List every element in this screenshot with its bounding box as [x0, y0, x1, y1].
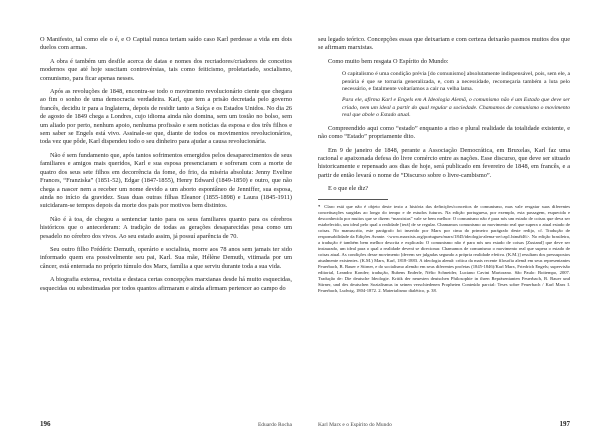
quote-paragraph: O capitalismo é uma condição prévia [do comunismo] absolutamente indispensável, pois, sem ele, a penúria é que se tornaria generalizada, e, com a necessidade, recomeçaria também a luta pelo necessário, e fatalmente voltaríamos a cair na velha lama. [342, 71, 570, 93]
left-page-body [40, 36, 292, 293]
paragraph: E o que ele diz? [328, 185, 369, 193]
footnote [318, 204, 570, 294]
quote-paragraph: Para ele, afirma Karl e Engels em A Ideologia Alemã, o comunismo não é um Estado que deve ser criado, nem um ideal a partir do qual regular a sociedade. Chamamos de comunismo o movimento real que abole o Estado atual. [342, 97, 570, 119]
running-head: Karl Marx e o Espírito do Mundo [318, 422, 392, 428]
footnote-mark: * [318, 203, 321, 209]
page-number: 197 [559, 420, 570, 428]
footnote-text: Claro está que não é objeto deste texto a história das definições/conceitos de comunismo, mas vale resgatar suas diferentes conceituações surgidas ao longo do tempo e de estudos futuros. Na edição portuguesa, por exemplo, esta passagem, esquecida e desconhecida por muitos que se dizem “marxistas” vale se bem melhor: O comunismo não é para nós um estado de coisas que deva ser estabelecido, um ideal pelo qual a realidade [terá] de se regular. Chamamos comunismo ao movimento real que supera o atual estado de coisas. No manuscrito, este parágrafo foi inserido por Marx por cima do primeiro parágrafo deste redijo, cf. Tradução de responsabilidade da Edições Avante. <www.marxists.org/portugues/marx/1845/ideologia-alema-oe/cap1.htm#i46>. No edição brasileira, a tradução é também bem melhor descrita e explicada: O comunismo não é para nós um estado de coisas [Zustand] que deve ser instaurado, um ideal para o qual a realidade deverá se direcionar. Chamamos de comunismo o movimento real que supera o estado de coisas atual. As condições desse movimento [devem ser julgadas segundo a própria realidade efetiva. (K.M.)] resultam dos pressupostos atualmente existentes. (K.M.) Marx, Karl, 1818-1883. A ideologia alemã: crítica da mais recente filosofia alemã em seus representantes Feuerbach, B. Bauer e Stirner, e do socialismo alemão em seus diferentes profetas (1845-1846)/Karl Marx, Friedrich Engels; supervisão editorial, Leandro Konder; tradução, Rubens Enderle, Nélio Schneider, Luciano Cavini Martorano. São Paulo: Boitempo, 2007. Tradução de: Die deutsche Ideologie. Kritik der neuesten deutschen Philosophie in ihren Repräsentanten Feuerbach, B. Bauer und Stirner, und des deutschen Sozialismus in seinen verschiedenen Propheten Conteúdo parcial: Teses sobre Feuerbach / Karl Marx I. Feuerbach, Ludwig, 1804-1872. 2. Materialismo dialético, p. 38. [318, 203, 570, 293]
paragraph: Em 9 de janeiro de 1848, perante a Associação Democrática, em Bruxelas, Karl faz uma racional e apaixonada defesa do livre comércio entre as nações. Esse discurso, que deve ser situado historicamente e repensado aos dias de hoje, será publicado em fevereiro de 1848, em francês, e a partir de então levará o nome de “Discurso sobre o livre-cambismo”. [318, 146, 570, 179]
paragraph: Como muito bem resgata O Espírito do Mundo: [328, 57, 449, 65]
left-folio [40, 420, 292, 428]
right-page [318, 36, 570, 426]
paragraph: A biografia extensa, revisita e destaca certas concepções marxianas desde há muito esquecidas, esquecidas ou subestimadas por todos quantos afirmaram e ainda afirmam pertencer ao campo do [40, 276, 292, 292]
paragraph: O Manifesto, tal como ele o é, e O Capital nunca teriam saído caso Karl perdesse a vida em dois duelos com armas. [40, 36, 292, 52]
paragraph: Não é à toa, de chegou a sentenciar tanto para os seus familiares quanto para os cérebros históricos que o antecederam: A tradição de todas as gerações desaparecidas pesa como um pesadelo no cérebro dos vivos. Ao seu estado assim, já possuí aparência de 70. [40, 215, 292, 240]
paragraph: Não é sem fundamento que, após tantos sofrimentos emergidos pelos desaparecimentos de seus familiares e amigos mais queridos, Karl e sua esposa presenciaram e sofreram com a morte de quatro dos seus sete filhos em decorrência da fome, do frio, da miséria absoluta: Jenny Eveline Frances, “Franziska” (1851-52), Edgar (1847-1855), Henry Edward (1849-1850) e outro, que não chega a nascer nem a receber um nome devido a um aborto espontâneo de Jenniffer, sua esposa, ainda no início da gravidez. Suas duas outras filhas Eleanor (1855-1898) e Laura (1845-1911) suicidaram-se tempos depois da morte dos pais por motivos bem distintos. [40, 151, 292, 210]
right-page-body [318, 36, 570, 194]
paragraph: Compreendido aqui como “estado” enquanto a riso e plural realidade da totalidade existente, e não como “Estado” propriamente dito. [318, 124, 570, 141]
paragraph: A obra é também um desfile acerca de datas e nomes dos recriadores/criadores de conceitos modernos que até hoje suscitam controvérsias, tais como feiticismo, proletariado, socialismo, comunismo, para ficar apenas nesses. [40, 57, 292, 82]
footnote-divider [318, 199, 388, 200]
paragraph: seu legado teórico. Concepções essas que deixariam e com certeza deixarão pasmos muitos dos que se afirmam marxistas. [318, 36, 570, 52]
block-quote [342, 71, 570, 120]
running-head: Eduardo Rocha [257, 422, 292, 428]
paragraph: Seu outro filho Frédéric Demuth, operário e socialista, morre aos 78 anos sem jamais ter sido informado quem era possivelmente seu pai, Karl. Sua mãe, Hélène Demuth, vitimada por um câncer, está enterrada no próprio túmulo dos Marx, família a que serviu durante toda a sua vida. [40, 245, 292, 270]
left-page [40, 36, 292, 426]
right-folio [318, 420, 570, 428]
paragraph: Após as revoluções de 1848, encontra-se todo o movimento revolucionário ciente que chegara ao fim o sonho de uma democracia verdadeira. Karl, que tem a prisão decretada pelo governo francês, decidiu ir para a Inglaterra, depois de residir tanto a Suíça e os Estados Unidos. No dia 26 de agosto de 1849 chega a Londres, cujo idioma ainda não domina, sem um tostão no bolso, sem um aliado por perto, nenhum apoio, nenhuma profissão e sem notícias da esposa e dos três filhos e sem saber se Engels está vivo. Assinale-se que, diante de todos os movimentos revolucionários, toda vez que pôde, Karl dispendeu todo o seu dinheiro para ajudar a causa revolucionária. [40, 88, 292, 146]
page-number: 196 [40, 420, 51, 428]
